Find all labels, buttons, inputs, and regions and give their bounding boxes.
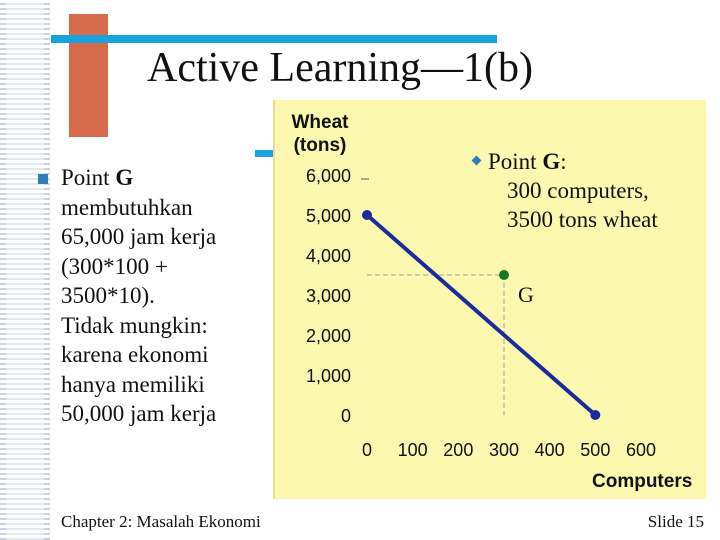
annotation-line-1: Point G: [473,147,703,176]
y-tick-label: 2,000 [305,326,351,346]
y-axis-label-line-1: Wheat [291,112,349,133]
y-tick-label: 4,000 [305,246,351,266]
y-axis-label-line-2: (tons) [293,135,347,156]
x-tick-label: 200 [443,440,474,460]
ppf-endpoint [590,410,600,420]
y-tick-label: 5,000 [305,206,351,226]
ppf-chart [273,100,706,499]
bullet-line: membutuhkan [61,194,193,220]
y-tick-label: 0 [340,406,351,426]
annotation-line-3: 3500 tons wheat [507,207,658,232]
bullet-icon [38,174,48,184]
bullet-text [61,163,271,429]
x-tick-label: 500 [580,440,611,460]
slide-title: Active Learning—1(b) [146,45,534,91]
x-tick-label: 400 [534,440,565,460]
bullet-line: (300*100 + [61,253,168,279]
footer-chapter: Chapter 2: Masalah Ekonomi [61,512,261,531]
y-tick-label: 6,000 [305,166,351,186]
bullet-line: 65,000 jam kerja [61,224,217,249]
footer-slide-number: Slide 15 [647,512,704,531]
bullet-line: 50,000 jam kerja [61,401,217,426]
x-tick-label: 300 [488,440,520,460]
title-accent-bar [51,35,497,43]
bullet-line-1: Point G [61,165,134,190]
x-axis-label: Computers [592,471,693,492]
annotation-line-2: 300 computers, [507,178,649,203]
bullet-line: Tidak mungkin: [61,312,208,338]
stripe-decoration [0,0,50,540]
bullet-line: karena ekonomi [61,342,209,367]
x-tick-label: 0 [361,440,373,460]
point-g-marker [499,270,509,280]
x-tick-label: 600 [625,440,657,460]
diamond-bullet-icon [472,156,482,166]
point-annotation [473,147,703,234]
y-tick-label: 3,000 [305,286,351,306]
ppf-endpoint [362,210,372,220]
bullet-line: 3500*10). [61,283,155,308]
bullet-line: hanya memiliki [61,371,205,397]
point-g-label: G [518,282,534,307]
ppf-line [367,215,595,415]
x-tick-label: 100 [397,440,428,460]
y-tick-label: 1,000 [305,366,351,386]
y-axis-label [291,111,349,157]
